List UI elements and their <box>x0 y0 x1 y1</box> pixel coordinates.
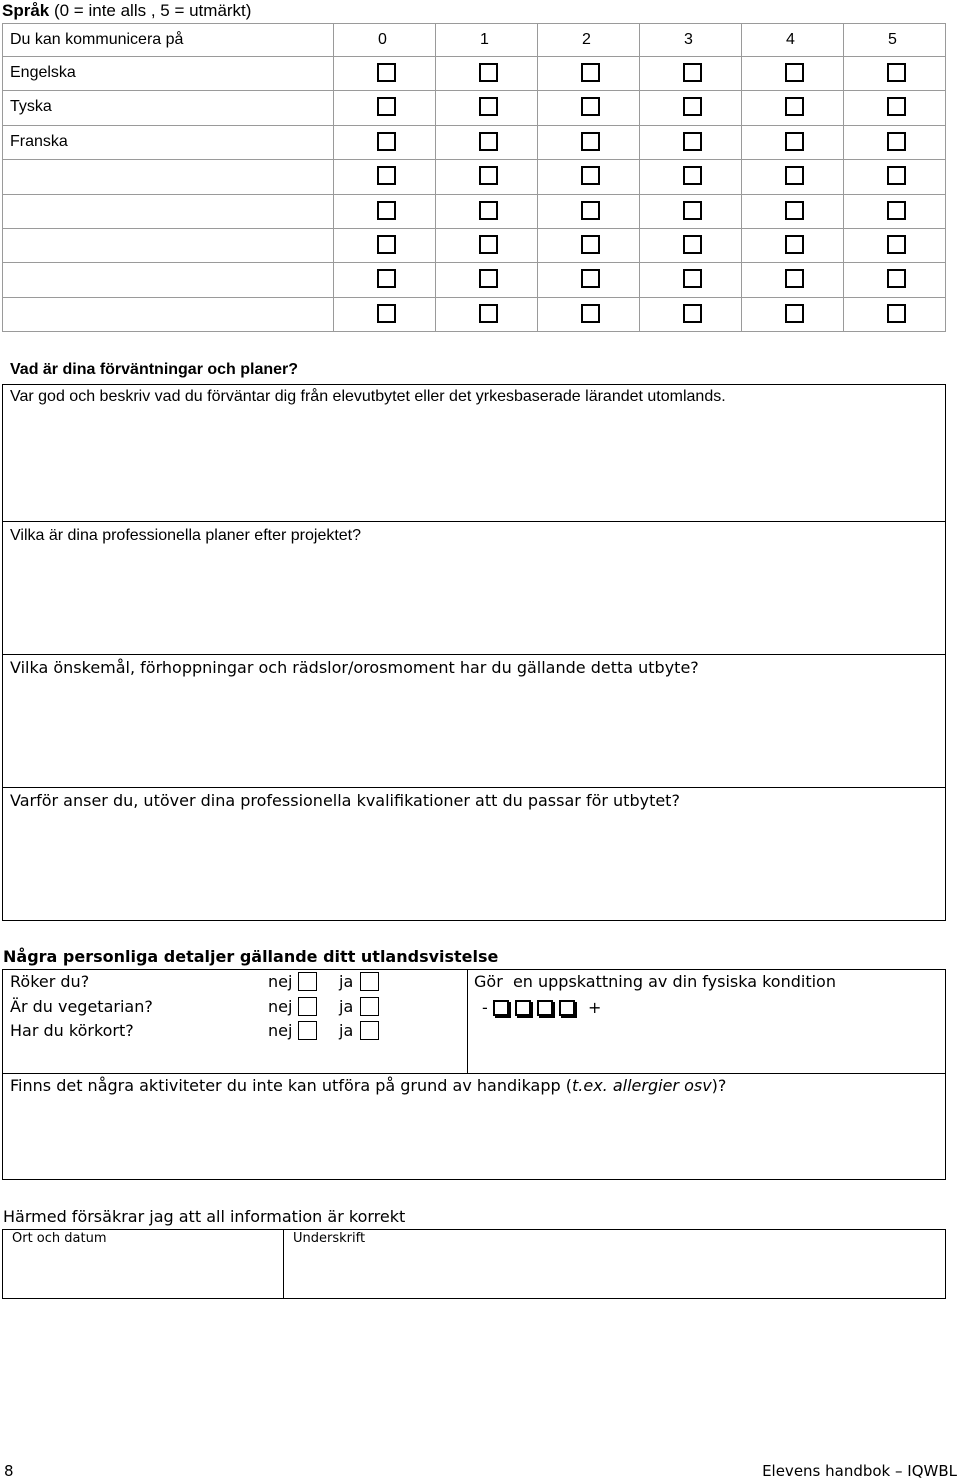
rating-checkbox-3[interactable] <box>683 97 702 116</box>
rating-checkbox-1[interactable] <box>479 235 498 254</box>
rating-checkbox-3[interactable] <box>683 166 702 185</box>
smoker-yes-label: ja <box>339 972 354 991</box>
vegetarian-yes-label: ja <box>339 997 354 1016</box>
scale-4: 4 <box>786 31 795 48</box>
handicap-question: Finns det några aktiviteter du inte kan utföra på grund av handikapp (t.ex. allergier osv)? <box>10 1076 727 1095</box>
rating-checkbox-1[interactable] <box>479 269 498 288</box>
license-no-checkbox[interactable] <box>298 1021 317 1040</box>
personal-heading: Några personliga detaljer gällande ditt utlandsvistelse <box>3 947 499 966</box>
rating-checkbox-1[interactable] <box>479 304 498 323</box>
rating-checkbox-4[interactable] <box>785 269 804 288</box>
rating-checkbox-5[interactable] <box>887 166 906 185</box>
answer-box-3[interactable] <box>2 654 946 788</box>
place-date-label: Ort och datum <box>12 1231 107 1246</box>
fitness-minus: - <box>482 998 488 1017</box>
rating-checkbox-5[interactable] <box>887 269 906 288</box>
rating-checkbox-0[interactable] <box>377 235 396 254</box>
question-4: Varför anser du, utöver dina professionella kvalifikationer att du passar för utbytet? <box>10 791 680 810</box>
fitness-plus: + <box>588 998 602 1017</box>
license-yes-label: ja <box>339 1021 354 1040</box>
fitness-box-1[interactable] <box>493 1000 509 1016</box>
rating-checkbox-3[interactable] <box>683 201 702 220</box>
header-label: Du kan kommunicera på <box>10 31 184 48</box>
license-label: Har du körkort? <box>10 1021 134 1040</box>
rating-checkbox-1[interactable] <box>479 97 498 116</box>
place-date-field[interactable] <box>3 1230 282 1298</box>
smoker-no-label: nej <box>268 972 293 991</box>
rating-checkbox-1[interactable] <box>479 63 498 82</box>
rating-checkbox-4[interactable] <box>785 166 804 185</box>
rating-checkbox-0[interactable] <box>377 166 396 185</box>
handicap-answer-box[interactable] <box>2 1073 946 1180</box>
personal-divider <box>467 969 468 1074</box>
scale-5: 5 <box>888 31 897 48</box>
question-1: Var god och beskriv vad du förväntar dig från elevutbytet eller det yrkesbaserade lärandet utomlands. <box>10 388 726 405</box>
smoker-no-checkbox[interactable] <box>298 972 317 991</box>
license-yes-checkbox[interactable] <box>360 1021 379 1040</box>
rating-checkbox-3[interactable] <box>683 63 702 82</box>
rating-checkbox-0[interactable] <box>377 63 396 82</box>
rating-checkbox-1[interactable] <box>479 201 498 220</box>
rating-checkbox-2[interactable] <box>581 304 600 323</box>
language-row <box>3 91 946 125</box>
scale-1: 1 <box>480 31 489 48</box>
rating-checkbox-2[interactable] <box>581 97 600 116</box>
rating-checkbox-5[interactable] <box>887 132 906 151</box>
language-row <box>3 160 946 194</box>
question-2: Vilka är dina professionella planer efter projektet? <box>10 527 362 544</box>
question-3: Vilka önskemål, förhoppningar och rädslor/orosmoment har du gällande detta utbyte? <box>10 658 699 677</box>
vegetarian-label: Är du vegetarian? <box>10 997 153 1016</box>
language-name: Engelska <box>10 64 76 81</box>
rating-checkbox-4[interactable] <box>785 304 804 323</box>
smoker-label: Röker du? <box>10 972 90 991</box>
rating-checkbox-2[interactable] <box>581 201 600 220</box>
rating-checkbox-2[interactable] <box>581 235 600 254</box>
rating-checkbox-0[interactable] <box>377 269 396 288</box>
rating-checkbox-2[interactable] <box>581 269 600 288</box>
rating-checkbox-5[interactable] <box>887 201 906 220</box>
scale-2: 2 <box>582 31 591 48</box>
rating-checkbox-3[interactable] <box>683 132 702 151</box>
signature-label: Underskrift <box>293 1231 366 1246</box>
rating-checkbox-4[interactable] <box>785 235 804 254</box>
answer-box-1[interactable] <box>2 384 946 522</box>
answer-box-2[interactable] <box>2 521 946 655</box>
language-row <box>3 297 946 331</box>
scale-0: 0 <box>378 31 387 48</box>
rating-checkbox-1[interactable] <box>479 132 498 151</box>
language-section-title: Språk (0 = inte alls , 5 = utmärkt) <box>2 1 252 20</box>
rating-checkbox-5[interactable] <box>887 304 906 323</box>
rating-checkbox-0[interactable] <box>377 97 396 116</box>
rating-checkbox-2[interactable] <box>581 166 600 185</box>
language-row <box>3 228 946 262</box>
rating-checkbox-2[interactable] <box>581 132 600 151</box>
license-no-label: nej <box>268 1021 293 1040</box>
rating-checkbox-4[interactable] <box>785 63 804 82</box>
language-row <box>3 57 946 91</box>
language-row <box>3 263 946 297</box>
language-name: Tyska <box>10 98 52 116</box>
vegetarian-no-checkbox[interactable] <box>298 997 317 1016</box>
rating-checkbox-4[interactable] <box>785 201 804 220</box>
signature-field[interactable] <box>284 1230 945 1298</box>
language-table <box>2 23 946 332</box>
vegetarian-no-label: nej <box>268 997 293 1016</box>
fitness-label: Gör en uppskattning av din fysiska kondition <box>474 972 836 991</box>
rating-checkbox-0[interactable] <box>377 132 396 151</box>
rating-checkbox-5[interactable] <box>887 235 906 254</box>
vegetarian-yes-checkbox[interactable] <box>360 997 379 1016</box>
handbook-title: Elevens handbok – IQWBL <box>762 1462 957 1480</box>
language-table-header <box>3 24 946 57</box>
rating-checkbox-3[interactable] <box>683 269 702 288</box>
rating-checkbox-2[interactable] <box>581 63 600 82</box>
rating-checkbox-4[interactable] <box>785 132 804 151</box>
language-row <box>3 125 946 159</box>
language-row <box>3 194 946 228</box>
rating-checkbox-1[interactable] <box>479 166 498 185</box>
expectations-heading: Vad är dina förväntningar och planer? <box>10 361 299 378</box>
fitness-box-4[interactable] <box>559 1000 575 1016</box>
rating-checkbox-3[interactable] <box>683 304 702 323</box>
rating-checkbox-5[interactable] <box>887 63 906 82</box>
declaration-text: Härmed försäkrar jag att all information är korrekt <box>3 1207 406 1226</box>
rating-checkbox-0[interactable] <box>377 304 396 323</box>
fitness-box-2[interactable] <box>515 1000 531 1016</box>
smoker-yes-checkbox[interactable] <box>360 972 379 991</box>
rating-checkbox-4[interactable] <box>785 97 804 116</box>
fitness-box-3[interactable] <box>537 1000 553 1016</box>
scale-3: 3 <box>684 31 693 48</box>
rating-checkbox-0[interactable] <box>377 201 396 220</box>
page-number: 8 <box>4 1462 14 1480</box>
rating-checkbox-5[interactable] <box>887 97 906 116</box>
rating-checkbox-3[interactable] <box>683 235 702 254</box>
language-name: Franska <box>10 132 68 150</box>
answer-box-4[interactable] <box>2 787 946 921</box>
